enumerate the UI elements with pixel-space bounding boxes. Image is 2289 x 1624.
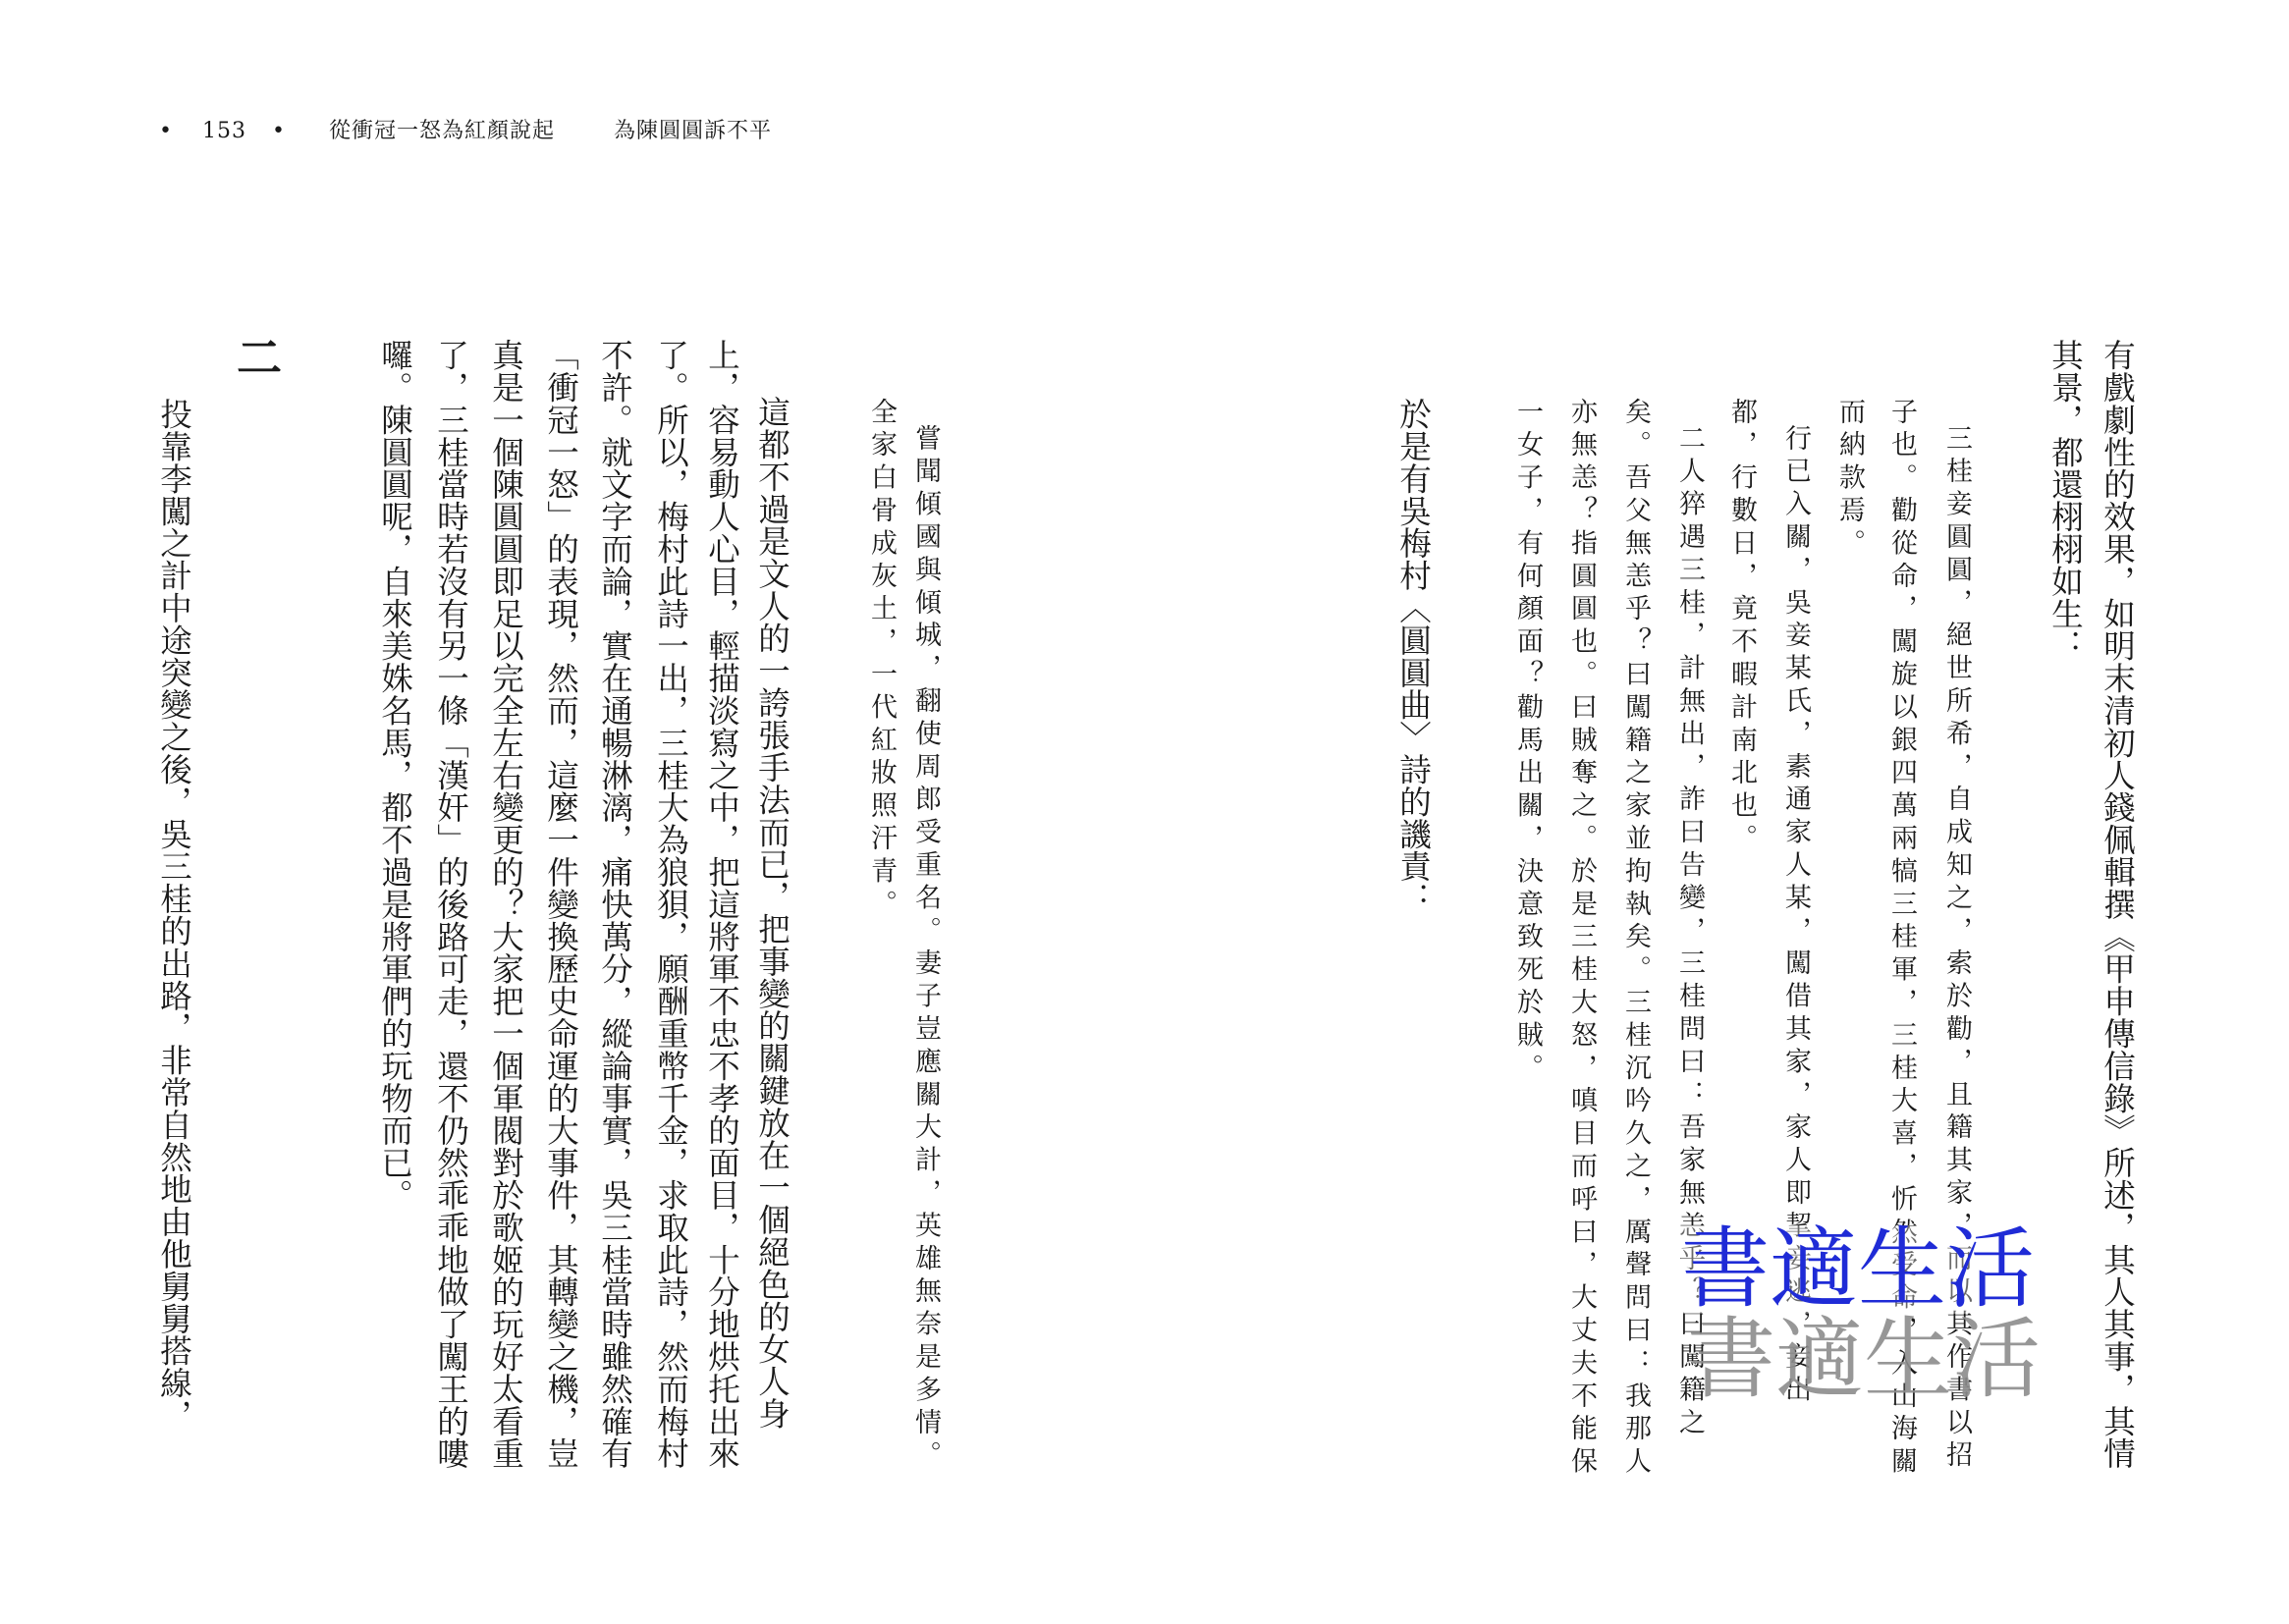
bullet: • [271,119,286,143]
section-first-line: 投靠李闖之計中途突變之後，吳三桂的出路，非常自然地由他舅舅搭線， [155,398,193,1432]
quote-line: 亦無恙？指圓圓也。曰賊奪之。於是三桂大怒，嗔目而呼曰，大丈夫不能保 [1566,398,1597,1481]
closing-line: 於是有吳梅村〈圓圓曲〉詩的譏責： [1394,398,1433,915]
paragraph-line: 上，容易動人心目，輕描淡寫之中，把這將軍不忠不孝的面目，十分地烘托出來 [703,339,741,1470]
quote-line: 二人猝遇三桂，計無出，詐曰告變，三桂問曰：吾家無恙乎？曰闖籍之 [1674,424,1705,1441]
quote-line: 而納款焉。 [1834,398,1865,562]
intro-line: 有戲劇性的效果，如明末清初人錢佩輯撰《甲申傳信錄》所述，其人其事，其情 [2098,339,2137,1470]
paragraph-line: 了，三桂當時若沒有另一條「漢奸」的後路可走，還不仍然乖乖地做了闖王的嘍 [432,339,470,1470]
watermark-shadow: 書適生活 [1687,1308,2041,1411]
paragraph-line: 「衝冠一怒」的表現，然而，這麼一件變換歷史命運的大事件，其轉變之機，豈 [542,339,580,1470]
bullet: • [159,119,173,143]
quote-line: 三桂妾圓圓，絕世所希，自成知之，索於勸，且籍其家，而以其作書以招 [1941,424,1972,1474]
quote-line: 矣。吾父無恙乎？曰闖籍之家並拘執矣。三桂沉吟久之，厲聲問曰：我那人 [1620,398,1651,1481]
quote-line: 子也。勸從命，闖旋以銀四萬兩犒三桂軍，三桂大喜，忻然受命，入山海關 [1886,398,1917,1481]
page-number: 153 [201,119,246,143]
poem-line: 嘗聞傾國與傾城，翻使周郎受重名。妻子豈應關大計，英雄無奈是多情。 [910,424,941,1474]
chapter-title: 從衝冠一怒為紅顏說起 [328,119,555,143]
paragraph-line: 了。所以，梅村此詩一出，三桂大為狼狽，願酬重幣千金，求取此詩，然而梅村 [652,339,690,1470]
watermark: 書適生活 [1681,1218,2035,1321]
left-page-header [159,114,772,144]
section-title: 為陳圓圓訴不平 [613,119,772,143]
paragraph-line: 這都不過是文人的一誇張手法而已，把事變的關鍵放在一個絕色的女人身 [753,396,791,1430]
paragraph-line: 真是一個陳圓圓即足以完全左右變更的？大家把一個軍閥對於歌姬的玩好太看重 [487,339,525,1470]
quote-line: 行已入關，吳妾某氏，素通家人某，闖借其家，家人即挈妾逃，妾出 [1780,424,1811,1408]
quote-line: 一女子，有何顏面？勸馬出關，決意致死於賊。 [1512,398,1543,1087]
paragraph-line: 不許。就文字而論，實在通暢淋漓，痛快萬分，縱論事實，吳三桂當時雖然確有 [596,339,634,1470]
poem-line: 全家白骨成灰土，一代紅妝照汗青。 [866,398,897,923]
quote-line: 都，行數日，竟不暇計南北也。 [1726,398,1757,857]
intro-line: 其景，都還栩栩如生： [2046,339,2085,662]
paragraph-line: 囉。陳圓圓呢，自來美姝名馬，都不過是將軍們的玩物而已。 [376,339,414,1212]
section-number: 二 [230,334,283,379]
